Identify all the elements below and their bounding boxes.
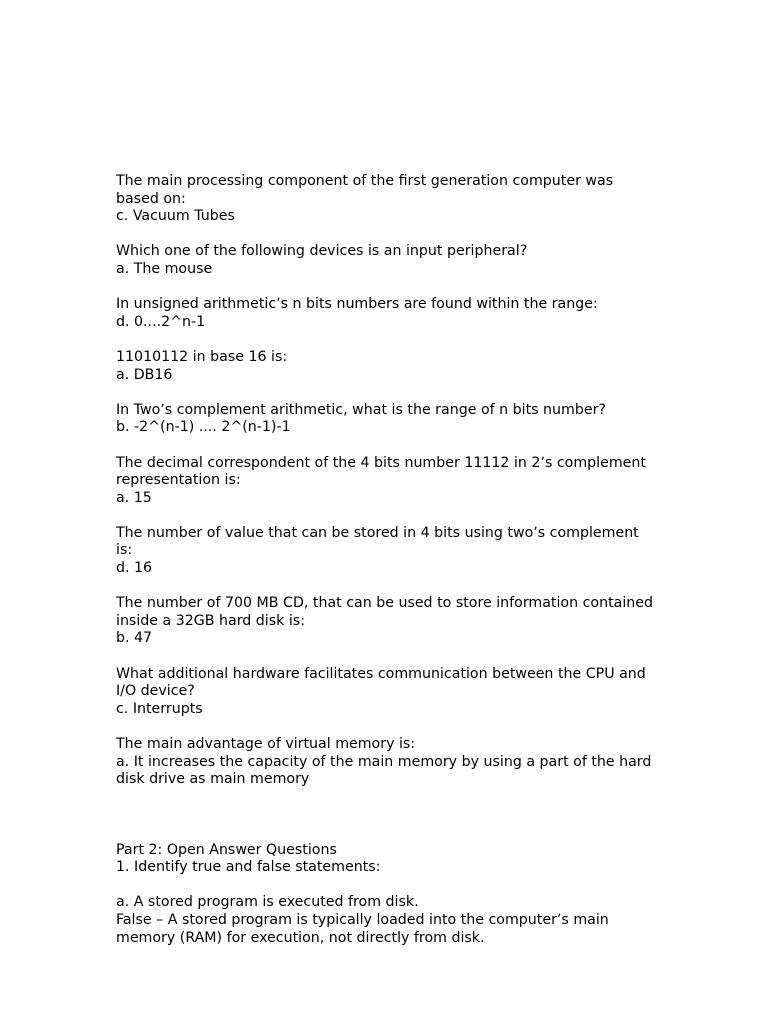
- question-text: The main advantage of virtual memory is:: [116, 736, 416, 752]
- question-text: The main processing component of the first generation computer was based on:: [116, 173, 618, 207]
- answer-text: a. 15: [116, 489, 152, 506]
- document-page: [116, 173, 656, 947]
- question-text: 11010112 in base 16 is:: [116, 348, 288, 365]
- question-text: The number of value that can be stored in 4 bits using twoʼs complement is:: [116, 524, 644, 559]
- answer-text: a. DB16: [116, 366, 173, 383]
- question-block-6: [116, 455, 656, 508]
- answer-text: d. 16: [116, 560, 153, 577]
- question-text: The number of 700 MB CD, that can be used to store information contained inside a 32GB hard disk is:: [116, 595, 658, 629]
- statement-a: a. A stored program is executed from disk.: [116, 894, 419, 911]
- question-text: Which one of the following devices is an input peripheral?: [116, 243, 528, 260]
- answer-text: d. 0....2^n-1: [116, 313, 206, 330]
- question-block-7: [116, 525, 656, 578]
- answer-text: b. -2^(n-1) .... 2^(n-1)-1: [116, 419, 291, 436]
- statement-a-answer: False – A stored program is typically loaded into the computerʼs main memory (RAM) for execution, not directly from disk.: [116, 911, 614, 946]
- question-block-3: [116, 296, 656, 331]
- question-block-9: [116, 666, 656, 719]
- answer-text: b. 47: [116, 630, 153, 647]
- question-block-8: [116, 595, 656, 648]
- question-text: The decimal correspondent of the 4 bits number 11112 in 2ʼs complement representation is:: [116, 454, 651, 489]
- answer-text: c. Vacuum Tubes: [116, 208, 235, 225]
- question-block-2: [116, 243, 656, 278]
- answer-text: c. Interrupts: [116, 700, 203, 717]
- part2-item-1: 1. Identify true and false statements:: [116, 859, 381, 876]
- question-block-4: [116, 349, 656, 384]
- question-block-1: [116, 173, 656, 226]
- answer-text: a. The mouse: [116, 260, 213, 277]
- question-block-10: [116, 736, 656, 789]
- part2-section: [116, 842, 656, 948]
- spacer: [116, 877, 656, 895]
- answer-text: a. It increases the capacity of the main memory by using a part of the hard disk drive as main memory: [116, 753, 656, 788]
- question-block-5: [116, 402, 656, 437]
- question-text: In unsigned arithmeticʼs n bits numbers are found within the range:: [116, 296, 598, 313]
- question-text: In Twoʼs complement arithmetic, what is the range of n bits number?: [116, 401, 606, 418]
- question-text: What additional hardware facilitates communication between the CPU and I/O device?: [116, 665, 651, 700]
- section-heading: Part 2: Open Answer Questions: [116, 841, 337, 858]
